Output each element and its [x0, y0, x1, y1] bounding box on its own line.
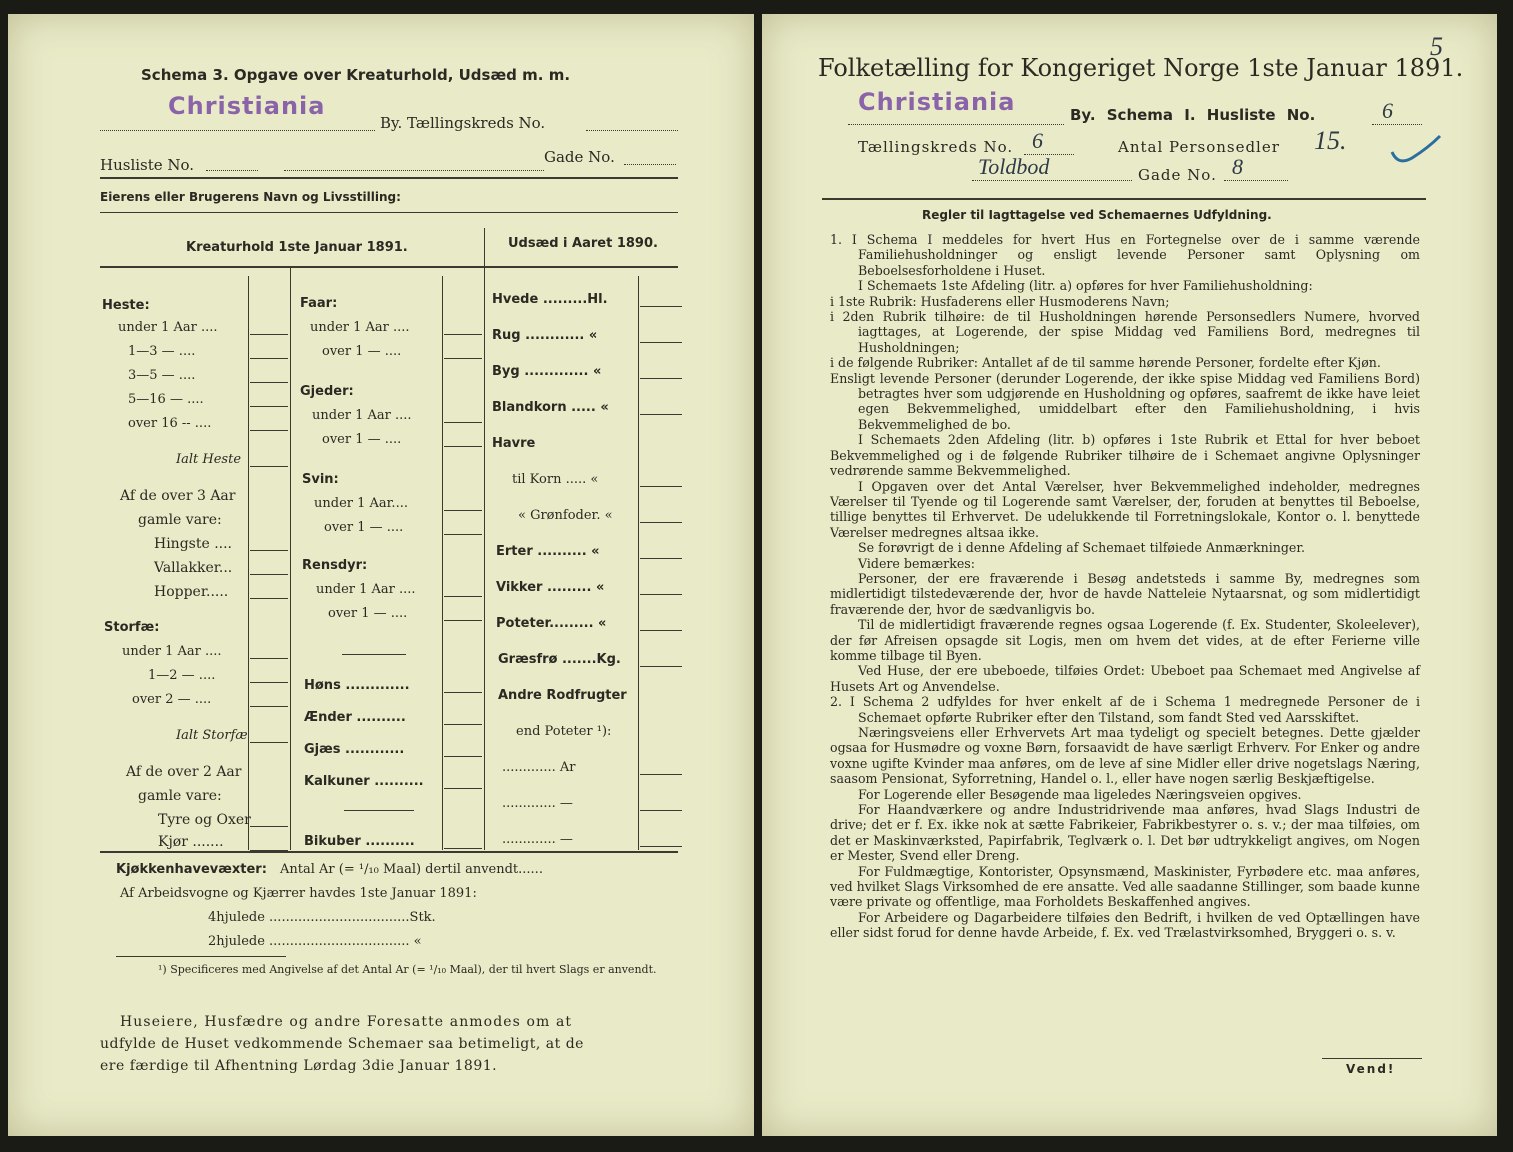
arbeidsvogne-label: Af Arbeidsvogne og Kjærrer havdes 1ste Januar 1891:	[120, 886, 477, 901]
kalkuner-row: Kalkuner ..........	[304, 774, 424, 789]
rule-paragraph: Videre bemærkes:	[858, 555, 975, 571]
kreds-label: Tællingskreds No.	[858, 138, 1014, 156]
heste-row: under 1 Aar ....	[118, 320, 218, 335]
antal-value[interactable]: 15.	[1314, 126, 1347, 155]
rensdyr-row: under 1 Aar ....	[316, 582, 416, 597]
heste-row: 5—16 — ....	[128, 392, 204, 407]
value-entry-line[interactable]	[250, 658, 288, 659]
value-entry-line[interactable]	[444, 510, 482, 511]
value-entry-line[interactable]	[250, 598, 288, 599]
value-entry-line[interactable]	[250, 406, 288, 407]
value-entry-line[interactable]	[444, 756, 482, 757]
bottom-notice-line: udfylde de Huset vedkommende Schemaer saa betimeligt, at de	[100, 1036, 584, 1052]
value-entry-line[interactable]	[250, 826, 288, 827]
street-field-line	[972, 180, 1132, 181]
value-entry-line[interactable]	[250, 358, 288, 359]
storfae-row: over 2 — ....	[132, 692, 212, 707]
value-entry-line[interactable]	[640, 594, 682, 595]
faar-heading: Faar:	[300, 296, 338, 311]
rule-paragraph: For Haandværkere og andre Industridrivende maa anføres, hvad Slags Industri de drive; det er f. Ex. ikke nok at sætte Fabrikeier, Fabrikbestyrer o. s. v.; der maa tilføies, om det er Maskinværksted, Papirfabrik, Teglværk o. l. Det bør udtrykkeligt angives, om Nogen er Mester, Svend eller Dreng.	[830, 802, 1420, 864]
husliste-label: Husliste No.	[100, 156, 195, 174]
value-entry-line[interactable]	[640, 810, 682, 811]
blandkorn-row: Blandkorn ..... «	[492, 400, 609, 415]
city-field-line[interactable]	[848, 124, 1064, 125]
value-entry-line[interactable]	[250, 334, 288, 335]
city-stamp: Christiania	[858, 88, 1016, 116]
af-over-2-label: Af de over 2 Aar	[126, 764, 242, 780]
value-entry-line[interactable]	[640, 486, 682, 487]
value-entry-line[interactable]	[444, 422, 482, 423]
hons-row: Høns .............	[304, 678, 410, 693]
storfae-heading: Storfæ:	[104, 620, 160, 635]
graesfro-row: Græsfrø .......Kg.	[498, 652, 621, 667]
value-entry-line[interactable]	[250, 850, 288, 851]
vikker-row: Vikker ......... «	[496, 580, 605, 595]
gjeder-heading: Gjeder:	[300, 384, 354, 399]
value-entry-line[interactable]	[250, 466, 288, 467]
gjaes-row: Gjæs ............	[304, 742, 405, 757]
header-rule	[822, 198, 1426, 200]
left-page	[8, 14, 754, 1136]
antal-label: Antal Personsedler	[1118, 138, 1280, 156]
husliste-no-line	[1372, 124, 1422, 125]
heste-heading: Heste:	[102, 298, 150, 313]
gjeder-row: under 1 Aar ....	[312, 408, 412, 423]
gade-no-line	[1224, 180, 1288, 181]
hopper-row: Hopper.....	[154, 584, 229, 600]
col1-value-left	[248, 276, 249, 850]
header-rule	[100, 177, 678, 179]
city-stamp: Christiania	[168, 92, 326, 120]
hvede-row: Hvede .........Hl.	[492, 292, 608, 307]
value-entry-line[interactable]	[444, 534, 482, 535]
rule-paragraph: I Opgaven over det Antal Værelser, hver Bekvemmelighed indeholder, medregnes Værelser til Tyende og til Logerende samt Værelser, der, foruden at benyttes til Beboelse, tillige benyttes til Erhvervet. De udelukkende til Forretningslokale, Kontor o. l. benyttede Værelser medregnes altsaa ikke.	[830, 478, 1420, 540]
havre-heading: Havre	[492, 436, 536, 451]
faar-row: over 1 — ....	[322, 344, 402, 359]
table-bottom-rule	[100, 851, 678, 853]
kjokken-rest: Antal Ar (= ¹/₁₀ Maal) dertil anvendt......	[280, 862, 543, 877]
check-mark-icon	[1388, 132, 1444, 168]
gade-name-field-line[interactable]	[284, 170, 544, 171]
col2-value-left	[442, 276, 443, 850]
rensdyr-row: over 1 — ....	[328, 606, 408, 621]
heste-row: 1—3 — ....	[128, 344, 196, 359]
value-entry-line[interactable]	[250, 706, 288, 707]
hjul4-row: 4hjulede ..................................Stk.	[208, 910, 436, 925]
rule-paragraph: i 1ste Rubrik: Husfaderens eller Husmoderens Navn;	[830, 293, 1170, 309]
hingste-row: Hingste ....	[154, 536, 233, 552]
by-kreds-label: By. Tællingskreds No.	[380, 114, 546, 132]
gade-label: Gade No.	[1138, 166, 1217, 184]
bikuber-row: Bikuber ..........	[304, 834, 415, 849]
value-entry-line[interactable]	[640, 846, 682, 847]
byg-row: Byg ............. «	[492, 364, 602, 379]
schema3-title: Schema 3. Opgave over Kreaturhold, Udsæd m. m.	[141, 66, 571, 84]
storfae-row: 1—2 — ....	[148, 668, 216, 683]
havre-korn-row: til Korn ..... «	[512, 472, 599, 487]
value-entry-line[interactable]	[250, 430, 288, 431]
havre-gronfoder-row: « Grønfoder. «	[518, 508, 613, 523]
value-entry-line[interactable]	[640, 558, 682, 559]
kreds-field-line[interactable]	[586, 130, 678, 131]
rule-paragraph: Næringsveiens eller Erhvervets Art maa tydeligt og specielt betegnes. Dette gjælder ogsaa for Husmødre og voxne Børn, forsaavidt de have særligt Erhverv. For Enker og andre voxne ugifte Kvinder maa anføres, om de leve af sine Midler eller drive nogetslags Næring, saasom Pensionat, Syforretning, Handel o. l., eller have nogen særlig Beskjæftigelse.	[830, 725, 1420, 787]
value-entry-line[interactable]	[640, 666, 682, 667]
rule-paragraph: 1. I Schema I meddeles for hvert Hus en Fortegnelse over de i samme værende Familiehusholdninger og ensligt levende Personer samt Oplysning om Beboelsesforholdene i Huset.	[830, 232, 1420, 278]
rule-paragraph: i de følgende Rubriker: Antallet af de til samme hørende Personer, fordelte efter Kjøn.	[830, 355, 1381, 371]
af-over-3-label: Af de over 3 Aar	[120, 488, 236, 504]
footnote: ¹) Specificeres med Angivelse af det Antal Ar (= ¹/₁₀ Maal), der til hvert Slags er anvendt.	[158, 963, 657, 976]
page-number-mark: 5	[1430, 32, 1443, 61]
table-top-rule	[100, 266, 678, 268]
svin-row: under 1 Aar....	[314, 496, 408, 511]
rule-paragraph: For Fuldmægtige, Kontorister, Opsynsmænd, Maskinister, Fyrbødere etc. maa anføres, ved hvilket Slags Virksomhed de ere ansatte. Ved alle saadanne Stillinger, som baade kunne være private og offentlige, maa Forholdets Beskaffenhed angives.	[830, 863, 1420, 910]
value-entry-line[interactable]	[250, 382, 288, 383]
census-title: Folketælling for Kongeriget Norge 1ste Januar 1891.	[818, 54, 1464, 82]
rules-body	[830, 232, 1420, 941]
husliste-no-value[interactable]: 6	[1382, 98, 1393, 123]
value-entry-line[interactable]	[444, 334, 482, 335]
gjeder-row: over 1 — ....	[322, 432, 402, 447]
vend-rule	[1322, 1058, 1422, 1059]
kreds-no-value[interactable]: 6	[1032, 128, 1043, 153]
city-field-line[interactable]	[100, 130, 375, 131]
rule-paragraph: Til de midlertidigt fraværende regnes ogsaa Logerende (f. Ex. Studenter, Skoleelever), der før Afreisen opsagde sit Logis, men om hvem det vides, at de efter Ferierne ville komme tilbage til Byen.	[830, 617, 1420, 663]
owner-label: Eierens eller Brugerens Navn og Livsstilling:	[100, 190, 401, 204]
value-entry-line[interactable]	[444, 788, 482, 789]
value-entry-line[interactable]	[640, 378, 682, 379]
rule-paragraph: I Schemaets 2den Afdeling (litr. b) opføres i 1ste Rubrik et Ettal for hver beboet Bekvemmelighed og i de følgende Rubriker tilhøire de i Schemaet angivne Oplysninger vedrørende samme Bekvemmelighed.	[830, 432, 1420, 479]
gamle-vare-label: gamle vare:	[138, 512, 222, 528]
street-name-value[interactable]: Toldbod	[978, 154, 1050, 179]
value-entry-line[interactable]	[444, 848, 482, 849]
gade-no-value[interactable]: 8	[1232, 154, 1243, 179]
value-entry-line[interactable]	[640, 342, 682, 343]
aender-row: Ænder ..........	[304, 710, 406, 725]
rule-paragraph: Ensligt levende Personer (derunder Logerende, der ikke spise Middag ved Familiens Bord) betragtes hver som udgjørende en Husholdning og opføres, saafremt de ikke have leiet egen Bekvemmelighed, umiddelbart efter den Familiehusholdning, i hvis Bekvemmelighed de bo.	[830, 370, 1420, 432]
value-entry-line[interactable]	[250, 550, 288, 551]
rule-paragraph: Personer, der ere fraværende i Besøg andetsteds i samme By, medregnes som midlertidigt tilstedeværende der, hvor de havde Natteleie Nytaarsnat, og som midlertidigt fraværende der, hvor de sædvanligvis bo.	[830, 570, 1420, 617]
tyre-row: Tyre og Oxer	[158, 812, 251, 828]
value-entry-line[interactable]	[640, 414, 682, 415]
value-entry-line[interactable]	[640, 522, 682, 523]
rule-paragraph: For Arbeidere og Dagarbeidere tilføies den Bedrift, i hvilken de ved Optællingen have eller sidst forud for denne havde Arbeide, f. Ex. ved Trælastvirksomhed, Bryggeri o. s. v.	[830, 909, 1420, 941]
end-poteter-label: end Poteter ¹):	[516, 724, 612, 739]
husliste-field-line[interactable]	[206, 170, 258, 171]
right-page	[762, 14, 1497, 1136]
value-entry-line[interactable]	[250, 742, 288, 743]
kjor-row: Kjør .......	[158, 834, 224, 850]
udsaed-header: Udsæd i Aaret 1890.	[508, 236, 658, 251]
vend-label: Vend!	[1346, 1062, 1396, 1076]
blank-row-line	[342, 654, 406, 655]
value-entry-line[interactable]	[640, 630, 682, 631]
rug-row: Rug ............ «	[492, 328, 598, 343]
gade-no-field-line[interactable]	[624, 164, 676, 165]
storfae-row: under 1 Aar ....	[122, 644, 222, 659]
by-schema-label: By. Schema I. Husliste No.	[1070, 106, 1316, 124]
hjul2-row: 2hjulede .................................. «	[208, 934, 422, 949]
svin-row: over 1 — ....	[324, 520, 404, 535]
value-entry-line[interactable]	[640, 306, 682, 307]
other-row: ............. —	[502, 796, 573, 811]
col3-value-left	[638, 276, 639, 850]
kreaturhold-header: Kreaturhold 1ste Januar 1891.	[186, 240, 408, 255]
value-entry-line[interactable]	[640, 774, 682, 775]
ialt-storfae: Ialt Storfæ	[176, 728, 248, 743]
value-entry-line[interactable]	[444, 724, 482, 725]
owner-line[interactable]	[100, 212, 678, 213]
ar-row: ............. Ar	[502, 760, 576, 775]
value-entry-line[interactable]	[250, 682, 288, 683]
erter-row: Erter .......... «	[496, 544, 600, 559]
blank-row-line	[344, 810, 414, 811]
bottom-notice-line: Huseiere, Husfædre og andre Foresatte anmodes om at	[120, 1014, 573, 1030]
gamle-vare2-label: gamle vare:	[138, 788, 222, 804]
value-entry-line[interactable]	[444, 620, 482, 621]
rules-title: Regler til Iagttagelse ved Schemaernes Udfyldning.	[922, 208, 1272, 222]
rule-paragraph: Se forøvrigt de i denne Afdeling af Schemaet tilføiede Anmærkninger.	[858, 540, 1306, 556]
poteter-row: Poteter......... «	[496, 616, 607, 631]
kjokken-label: Kjøkkenhavevæxter:	[116, 862, 267, 877]
section-divider	[484, 228, 485, 850]
value-entry-line[interactable]	[444, 446, 482, 447]
value-entry-line[interactable]	[250, 574, 288, 575]
value-entry-line[interactable]	[444, 358, 482, 359]
vallakker-row: Vallakker...	[154, 560, 233, 576]
rule-paragraph: 2. I Schema 2 udfyldes for hver enkelt af de i Schema 1 medregnede Personer de i Schemaet opførte Rubriker efter den Tilstand, som fandt Sted ved Aarsskiftet.	[830, 694, 1420, 725]
rule-paragraph: Ved Huse, der ere ubeboede, tilføies Ordet: Ubeboet paa Schemaet med Angivelse af Husets Art og Anvendelse.	[830, 663, 1420, 694]
rule-paragraph: i 2den Rubrik tilhøire: de til Husholdningen hørende Personsedlers Numere, hvorved iagttages, at Logerende, der spise Middag ved Familiens Bord, medregnes til Husholdningen;	[830, 309, 1420, 355]
faar-row: under 1 Aar ....	[310, 320, 410, 335]
value-entry-line[interactable]	[444, 692, 482, 693]
gade-label: Gade No.	[544, 148, 615, 166]
col1-divider	[290, 268, 291, 850]
footnote-rule	[116, 956, 286, 957]
rule-paragraph: For Logerende eller Besøgende maa ligeledes Næringsveien opgives.	[858, 786, 1302, 802]
heste-row: 3—5 — ....	[128, 368, 196, 383]
ialt-heste: Ialt Heste	[176, 452, 242, 467]
bottom-notice-line: ere færdige til Afhentning Lørdag 3die Januar 1891.	[100, 1058, 498, 1074]
heste-row: over 16 -- ....	[128, 416, 212, 431]
value-entry-line[interactable]	[444, 596, 482, 597]
rensdyr-heading: Rensdyr:	[302, 558, 368, 573]
rule-paragraph: I Schemaets 1ste Afdeling (litr. a) opføres for hver Familiehusholdning:	[858, 278, 1313, 294]
svin-heading: Svin:	[302, 472, 339, 487]
andre-rodfrugter-heading: Andre Rodfrugter	[498, 688, 627, 703]
other-row: ............. —	[502, 832, 573, 847]
